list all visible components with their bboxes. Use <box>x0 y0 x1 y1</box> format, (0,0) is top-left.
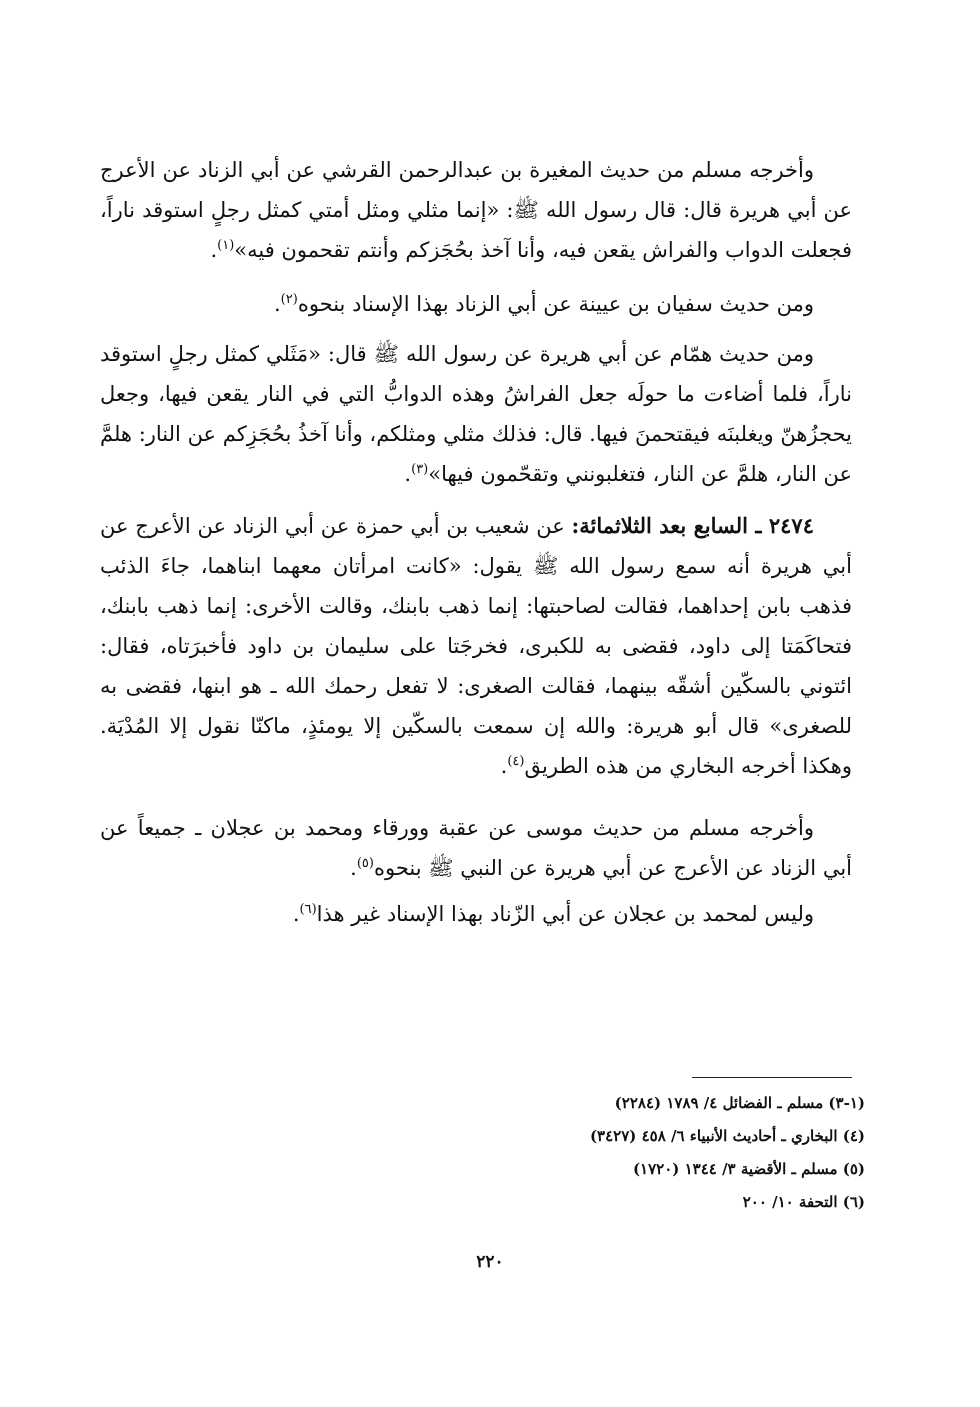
paragraph-end: . <box>500 754 508 778</box>
paragraph-end: . <box>350 856 357 880</box>
paragraph-sufyan <box>100 284 852 324</box>
footnote-ref: (٥) <box>356 856 374 871</box>
footnote-item: (٤) البخاري ـ أحاديث الأنبياء ٦/ ٤٥٨ (٣٤٢٧) <box>589 1127 865 1145</box>
paragraph-end: . <box>273 292 281 316</box>
main-text <box>100 150 852 934</box>
paragraph-text: وليس لمحمد بن عجلان عن أبي الزّناد بهذا الإسناد غير هذا <box>316 902 814 926</box>
footnote-item: (٦) التحفة ١٠/ ٢٠٠ <box>742 1193 865 1211</box>
footnote-ref: (٤) <box>507 754 525 769</box>
paragraph-muslim-mughira <box>100 150 852 270</box>
paragraph-text: عن شعيب بن أبي حمزة عن أبي الزناد عن الأعرج عن أبي هريرة أنه سمع رسول الله ﷺ يقول: «كانت امرأتان معهما ابناهما، جاءَ الذئب فذهب بابن إحداهما، فقالت لصاحبتها: إنما ذهب بابنك، وقالت الأخرى: إنما ذهب بابنك، فتحاكَمَتا إلى داود، فقضى به للكبرى، فخرجَتا على سليمان بن داود فأخبرَتاه، فقال: ائتوني بالسكّين أشقّه بينهما، فقالت الصغرى: لا تفعل رحمك الله ـ هو ابنها، فقضى به للصغرى» قال أبو هريرة: والله إن سمعت بالسكّين إلا يومئذٍ، ماكنّا نقول إلا المُدْيَة. وهكذا أخرجه البخاري من هذه الطريق <box>100 514 852 778</box>
footnote-item: (٥) مسلم ـ الأقضية ٣/ ١٣٤٤ (١٧٢٠) <box>632 1160 865 1178</box>
paragraph-ajlan <box>100 894 852 934</box>
paragraph-hadith-2474 <box>100 506 852 786</box>
footnote-ref: (٣) <box>411 462 429 477</box>
footnote-ref: (٢) <box>280 292 298 307</box>
paragraph-hammam <box>100 334 852 494</box>
paragraph-musa <box>100 808 852 888</box>
paragraph-text: ومن حديث همّام عن أبي هريرة عن رسول الله ﷺ قال: «مَثَلي كمثل رجلٍ استوقد ناراً، فلما أضاءت ما حولَه جعل الفراشُ وهذه الدوابُّ التي في النار يقعن فيها، وجعل يحجزُهنّ ويغلبنَه فيقتحمنَ فيها. قال: فذلك مثلي ومثلكم، وأنا آخذُ بحُجَزِكم عن النار: هلمَّ عن النار، هلمَّ عن النار، فتغلبونني وتقحّمون فيها» <box>100 342 852 486</box>
paragraph-text: ومن حديث سفيان بن عيينة عن أبي الزناد بهذا الإسناد بنحوه <box>297 292 814 316</box>
footnote-ref: (٦) <box>299 902 317 917</box>
paragraph-text: وأخرجه مسلم من حديث موسى عن عقبة وورقاء ومحمد بن عجلان ـ جميعاً عن أبي الزناد عن الأعرج عن أبي هريرة عن النبي ﷺ بنحوه <box>100 816 852 880</box>
footnote-ref: (١) <box>217 238 235 253</box>
paragraph-end: . <box>404 462 412 486</box>
paragraph-text: وأخرجه مسلم من حديث المغيرة بن عبدالرحمن القرشي عن أبي الزناد عن الأعرج عن أبي هريرة قال: قال رسول الله ﷺ: «إنما مثلي ومثل أمتي كمثل رجلٍ استوقد ناراً، فجعلت الدواب والفراش يقعن فيه، وأنا آخذ بحُجَزكم وأنتم تقحمون فيه» <box>100 158 852 262</box>
hadith-heading: ٢٤٧٤ ـ السابع بعد الثلاثمائة: <box>571 513 814 538</box>
footnote-item: (١-٣) مسلم ـ الفضائل ٤/ ١٧٨٩ (٢٢٨٤) <box>614 1094 865 1112</box>
page-number: ٢٢٠ <box>476 1252 504 1272</box>
footnotes <box>125 1088 865 1220</box>
footnote-separator <box>692 1077 852 1078</box>
paragraph-end: . <box>210 238 218 262</box>
paragraph-end: . <box>292 902 300 926</box>
